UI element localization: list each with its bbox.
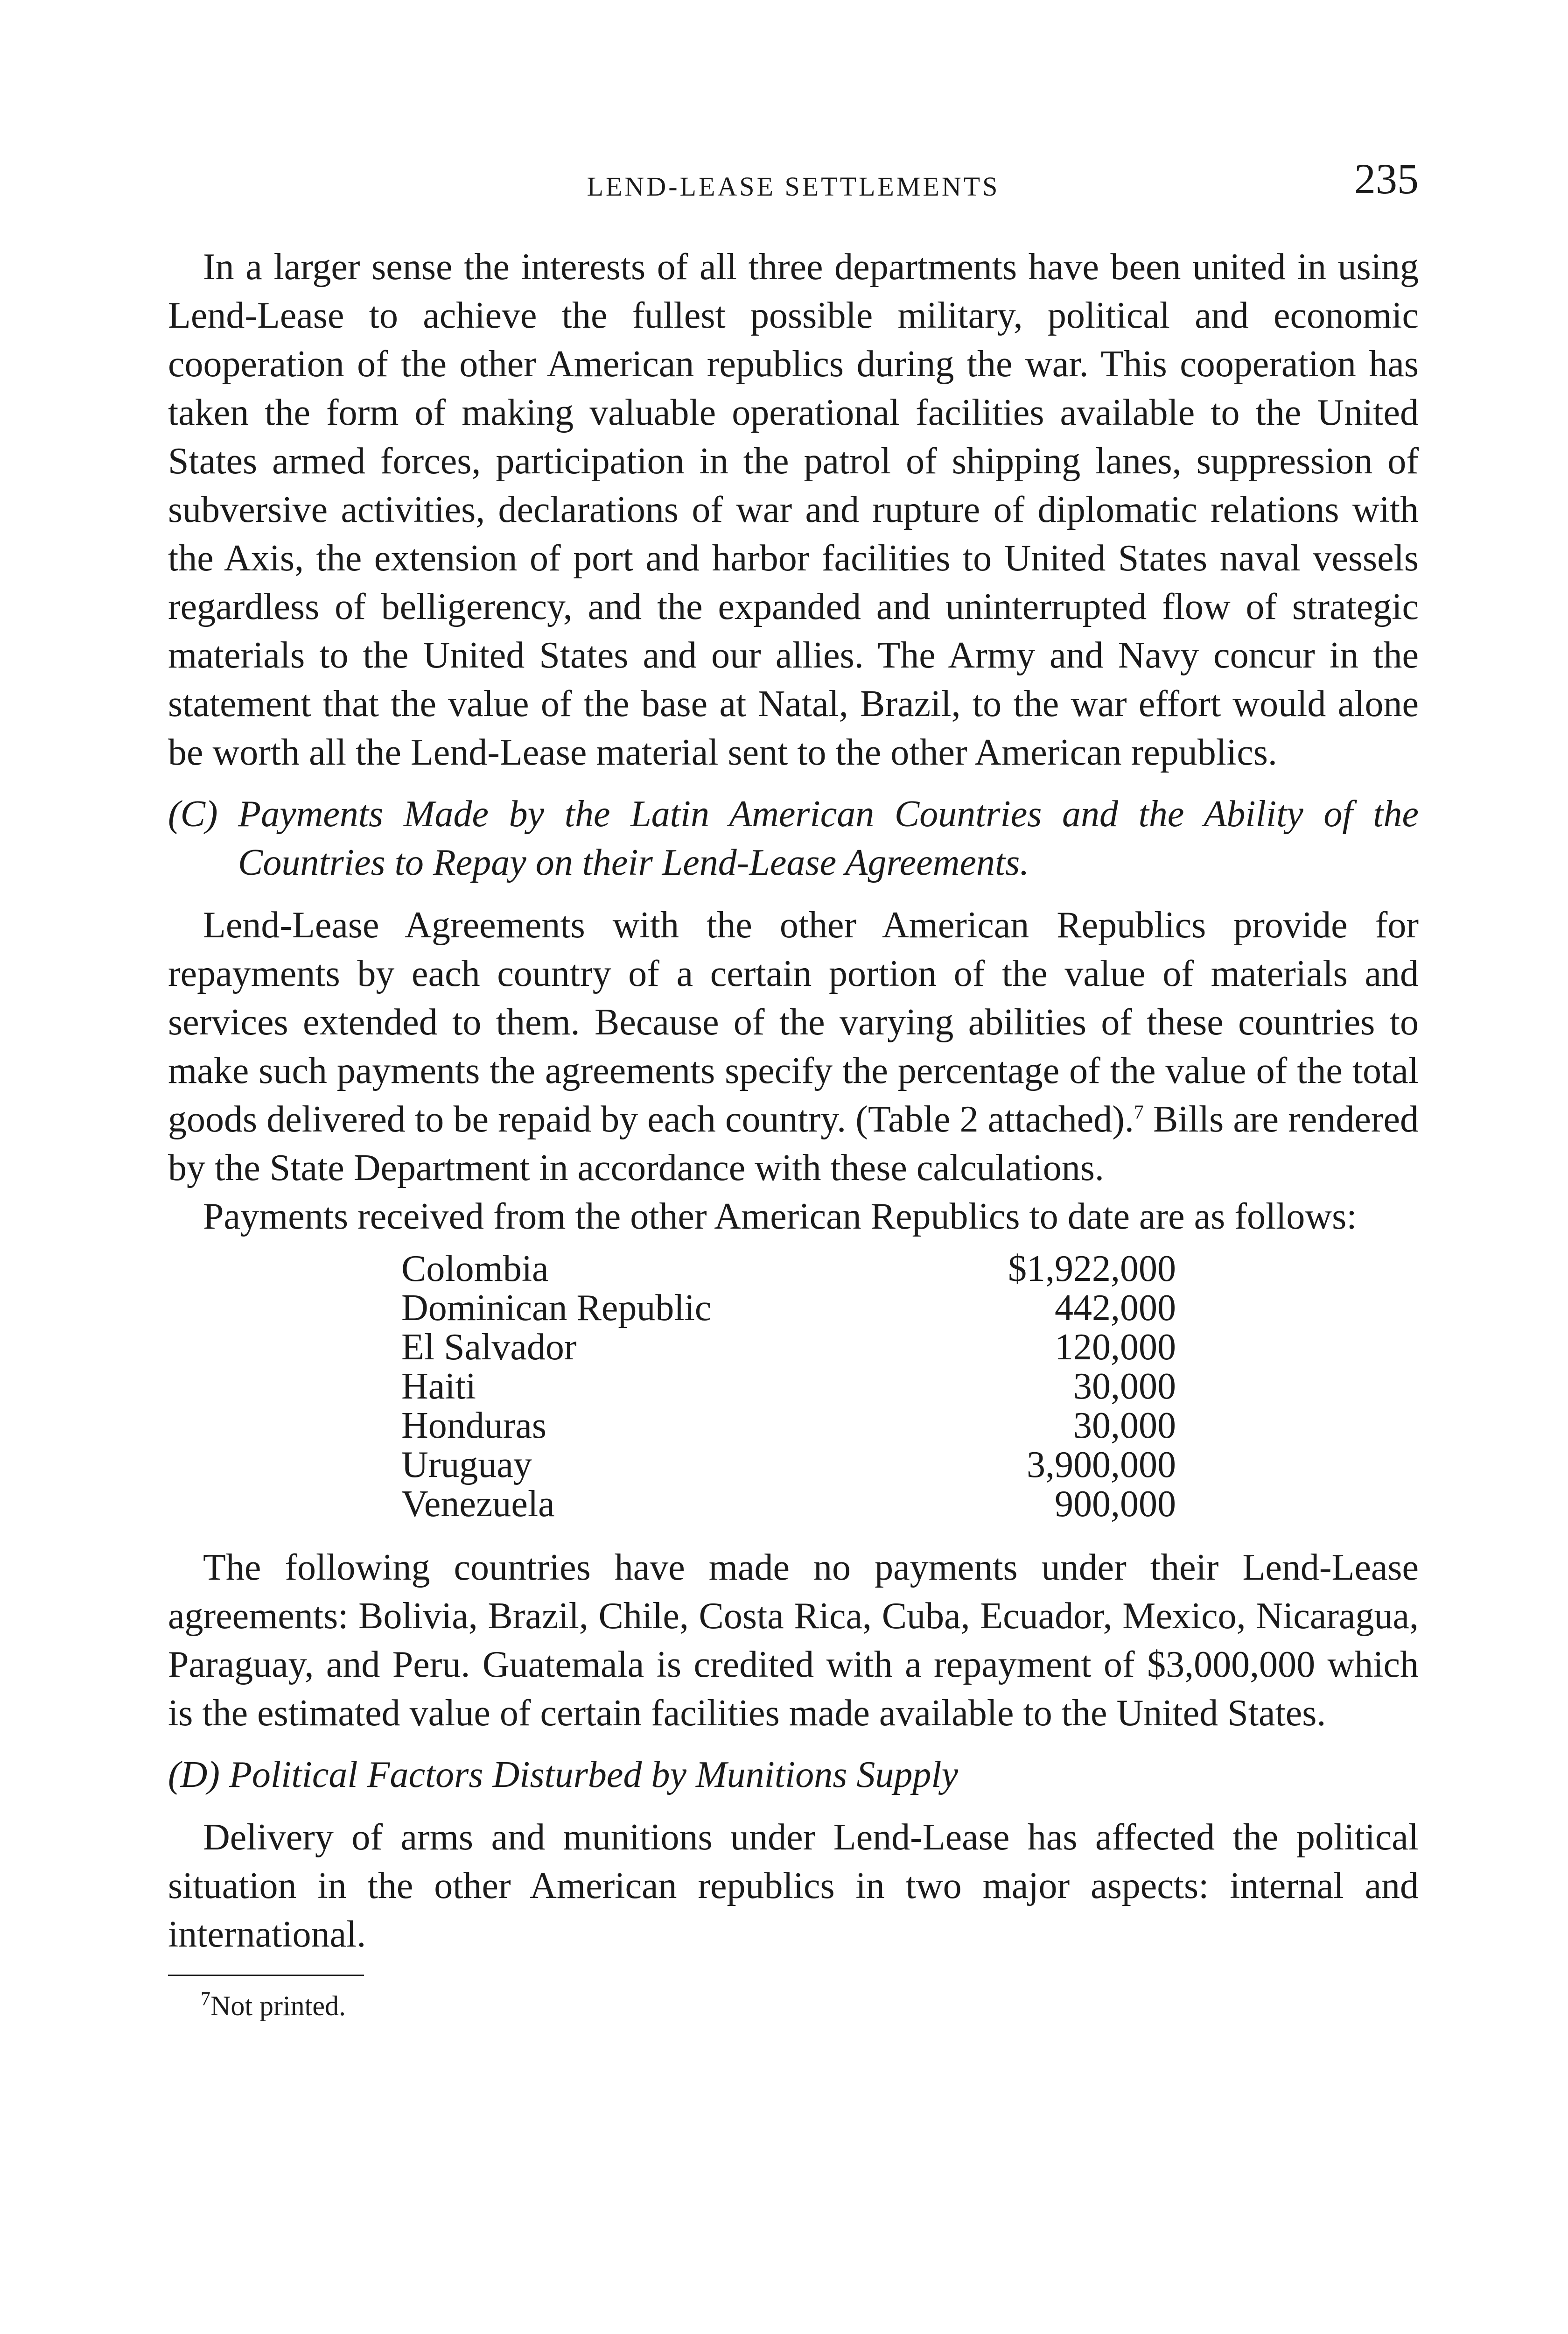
section-c-label: (C)	[168, 794, 218, 835]
amount-cell: $1,922,000	[1008, 1248, 1176, 1289]
amount-cell: 442,000	[1055, 1287, 1176, 1329]
paragraph-political-situation: Delivery of arms and munitions under Lend-Lease has affected the political situation in the other American republics in two major aspects: internal and international.	[168, 1817, 1419, 1955]
footnote-divider	[168, 1975, 364, 1976]
amount-cell: 30,000	[1073, 1366, 1176, 1407]
paragraph-repayment-text-continued: Bills are rendered by the State Department in accordance with these calculations.	[168, 1099, 1419, 1188]
section-d-label: (D)	[168, 1754, 220, 1795]
country-cell: Uruguay	[401, 1444, 532, 1485]
country-cell: Dominican Republic	[401, 1287, 712, 1329]
amount-cell: 3,900,000	[1027, 1444, 1176, 1485]
table-row	[401, 1328, 1176, 1367]
table-row	[401, 1445, 1176, 1484]
footnote-mark: 7	[201, 1989, 210, 2010]
table-row	[401, 1249, 1176, 1288]
table-row	[401, 1367, 1176, 1406]
paragraph-repayment-text: Lend-Lease Agreements with the other American Republics provide for repayments by each country of a certain portion of the value of materials and services extended to them. Because of the varying abilities of these countries to make such payments the agreements specify the percentage of the value of the total goods delivered to be repaid by each country. (Table 2 attached).	[168, 905, 1419, 1140]
section-c-title: Payments Made by the Latin American Countries and the Ability of the Countries to Repay on their Lend-Lease Agreements.	[238, 794, 1419, 883]
country-cell: Honduras	[401, 1405, 547, 1446]
amount-cell: 900,000	[1055, 1483, 1176, 1525]
running-head	[168, 154, 1419, 210]
country-cell: Haiti	[401, 1366, 476, 1407]
country-cell: El Salvador	[401, 1327, 577, 1368]
amount-cell: 120,000	[1055, 1327, 1176, 1368]
running-title: LEND-LEASE SETTLEMENTS	[587, 171, 1000, 202]
footnote-text: Not printed.	[210, 1990, 346, 2021]
footnote	[201, 1989, 1419, 2023]
paragraph-no-payments: The following countries have made no payments under their Lend-Lease agreements: Bolivia, Brazil, Chile, Costa Rica, Cuba, Ecuador, Mexico, Nicaragua, Paraguay, and Peru. Guatemala is credited with a repayment of $3,000,000 which is the estimated value of certain facilities made available to the United States.	[168, 1547, 1419, 1734]
footnote-reference: 7	[1134, 1102, 1144, 1124]
section-heading-d	[168, 1750, 1419, 1799]
paragraph-cooperation: In a larger sense the interests of all three departments have been united in using Lend-Lease to achieve the fullest possible military, political and economic cooperation of the other American republics during the war. This cooperation has taken the form of making valuable operational facilities available to the United States armed forces, participation in the patrol of shipping lanes, suppression of subversive activities, declarations of war and rupture of diplomatic relations with the Axis, the extension of port and harbor facilities to United States naval vessels regardless of belligerency, and the expanded and uninterrupted flow of strategic materials to the United States and our allies. The Army and Navy concur in the statement that the value of the base at Natal, Brazil, to the war effort would alone be worth all the Lend-Lease material sent to the other American republics.	[168, 246, 1419, 773]
paragraph-repayment-agreements	[168, 901, 1419, 1192]
section-heading-c	[168, 790, 1419, 887]
amount-cell: 30,000	[1073, 1405, 1176, 1446]
payments-table	[401, 1249, 1176, 1524]
country-cell: Venezuela	[401, 1483, 555, 1525]
paragraph-payments-intro: Payments received from the other American Republics to date are as follows:	[203, 1196, 1357, 1237]
body-text	[168, 243, 1419, 2023]
table-row	[401, 1288, 1176, 1328]
table-row	[401, 1406, 1176, 1445]
table-row	[401, 1484, 1176, 1524]
section-d-title: Political Factors Disturbed by Munitions Supply	[229, 1754, 959, 1795]
country-cell: Colombia	[401, 1248, 549, 1289]
page-number: 235	[1354, 155, 1419, 203]
